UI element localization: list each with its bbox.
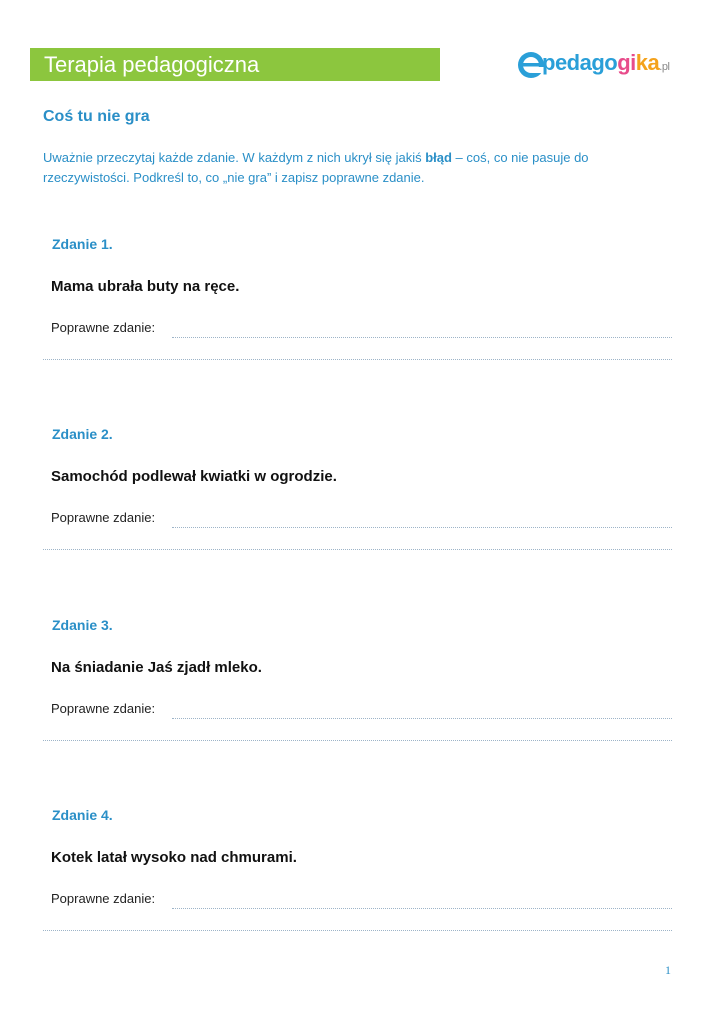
section-sentence: Samochód podlewał kwiatki w ogrodzie. [51,468,337,485]
section-sentence: Na śniadanie Jaś zjadł mleko. [51,659,262,676]
header-bar [30,48,440,81]
instructions: Uważnie przeczytaj każde zdanie. W każdym z nich ukrył się jakiś błąd – coś, co nie pasuje do rzeczywistości. Podkreśl to, co „nie gra” i zapisz poprawne zdanie. [43,150,589,185]
answer-line-continued[interactable] [43,930,672,931]
sentence-section-2 [0,426,723,566]
epedagogika-logo [516,46,686,82]
answer-line-continued[interactable] [43,359,672,360]
answer-line-continued[interactable] [43,549,672,550]
section-heading: Zdanie 2. [52,426,113,442]
instructions-bold: błąd [425,150,452,165]
answer-label: Poprawne zdanie: [51,701,156,716]
section-sentence: Kotek latał wysoko nad chmurami. [51,849,297,866]
answer-label: Poprawne zdanie: [51,320,156,335]
worksheet-subtitle: Coś tu nie gra [43,108,150,125]
answer-line[interactable] [172,908,672,909]
answer-line[interactable] [172,527,672,528]
page-number: 1 [665,963,671,977]
section-sentence: Mama ubrała buty na ręce. [51,278,240,295]
answer-line-continued[interactable] [43,740,672,741]
answer-label: Poprawne zdanie: [51,510,156,525]
section-heading: Zdanie 4. [52,807,113,823]
header-title: Terapia pedagogiczna [44,52,260,77]
sentence-section-3 [0,617,723,757]
section-heading: Zdanie 1. [52,236,113,252]
answer-line[interactable] [172,718,672,719]
answer-label: Poprawne zdanie: [51,891,156,906]
sentence-section-4 [0,807,723,947]
sentence-section-1 [0,236,723,376]
answer-line[interactable] [172,337,672,338]
section-heading: Zdanie 3. [52,617,113,633]
logo-text: pedagogika.pl [542,50,670,75]
